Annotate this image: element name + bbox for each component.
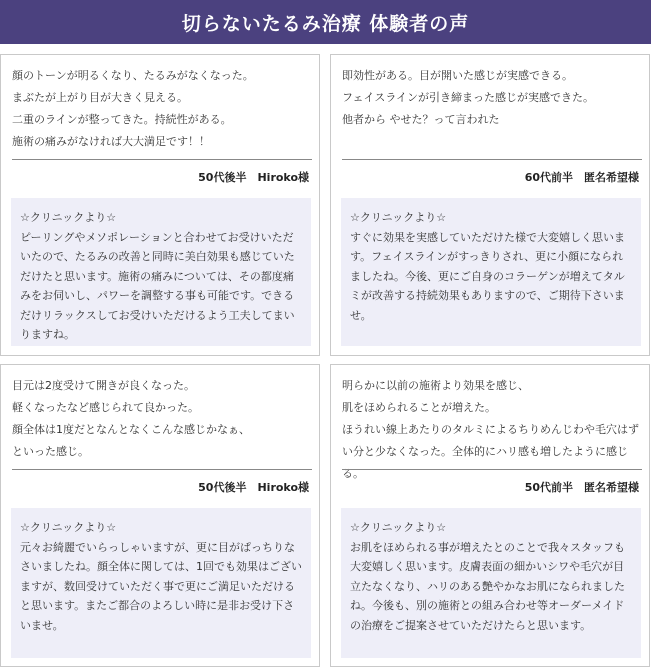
clinic-reply-box bbox=[341, 198, 641, 346]
testimonial-line: 施術の痛みがなければ大大満足です！！ bbox=[12, 135, 210, 148]
testimonial-line: 軽くなったなど感じられて良かった。 bbox=[12, 401, 199, 414]
clinic-reply-text: すぐに効果を実感していただけた様で大変嬉しく思います。フェイスラインがすっきりされ、更に小顔になられましたね。今後、更にご自身のコラーゲンが増えてタルミが改善する持続効果もありますので、ご期待下さいませ。 bbox=[350, 230, 625, 322]
testimonial-author: 60代前半 匿名希望様 bbox=[524, 171, 639, 184]
testimonial-author: 50代後半 Hiroko様 bbox=[198, 171, 309, 184]
clinic-reply-title: ☆クリニックより☆ bbox=[350, 211, 447, 224]
testimonial-line: 顔のトーンが明るくなり、たるみがなくなった。 bbox=[12, 69, 254, 82]
page-header bbox=[0, 0, 651, 44]
divider bbox=[342, 469, 642, 470]
testimonial-card bbox=[330, 364, 650, 667]
testimonial-line: フェイスラインが引き締まった感じが実感できた。 bbox=[342, 91, 595, 104]
testimonial-text bbox=[12, 65, 312, 153]
clinic-reply-box bbox=[341, 508, 641, 658]
testimonial-line: 即効性がある。目が開いた感じが実感できる。 bbox=[342, 69, 573, 82]
testimonial-line: 二重のラインが整ってきた。持続性がある。 bbox=[12, 113, 232, 126]
page-title: 切らないたるみ治療 体験者の声 bbox=[181, 12, 470, 35]
testimonial-line: 目元は2度受けて開きが良くなった。 bbox=[12, 379, 195, 392]
testimonial-author: 50代前半 匿名希望様 bbox=[524, 481, 639, 494]
clinic-reply-title: ☆クリニックより☆ bbox=[20, 211, 117, 224]
testimonial-line: 他者から やせた？って言われた bbox=[342, 113, 500, 126]
testimonial-line: といった感じ。 bbox=[12, 445, 89, 458]
clinic-reply-text: お肌をほめられる事が増えたとのことで我々スタッフも大変嬉しく思います。皮膚表面の細かいシワや毛穴が目立たなくなり、ハリのある艶やかなお肌になられましたね。今後も、別の施術との組み合わせ等オーダーメイドの治療をご提案させていただけたらと思います。 bbox=[350, 540, 625, 632]
clinic-reply-box bbox=[11, 198, 311, 346]
testimonial-line: 明らかに以前の施術より効果を感じ、 bbox=[342, 379, 529, 392]
clinic-reply-title: ☆クリニックより☆ bbox=[350, 521, 447, 534]
divider bbox=[342, 159, 642, 160]
divider bbox=[12, 469, 312, 470]
clinic-reply-box bbox=[11, 508, 311, 658]
clinic-reply-text: ピーリングやメソポレーションと合わせてお受けいただいたので、たるみの改善と同時に美白効果も感じていただけたと思います。施術の痛みについては、その都度痛みをお伺いし、パワーを調整する事も可能です。できるだけリラックスしてお受けいただけるよう工夫してまいりますね。 bbox=[20, 230, 295, 341]
testimonial-author: 50代後半 Hiroko様 bbox=[198, 481, 309, 494]
testimonial-line: 肌をほめられることが増えた。 bbox=[342, 401, 496, 414]
divider bbox=[12, 159, 312, 160]
testimonial-text bbox=[342, 65, 642, 131]
testimonial-text bbox=[12, 375, 312, 463]
testimonial-card bbox=[0, 54, 320, 356]
testimonial-line: まぶたが上がり目が大きく見える。 bbox=[12, 91, 188, 104]
testimonial-card bbox=[0, 364, 320, 667]
clinic-reply-text: 元々お綺麗でいらっしゃいますが、更に目がぱっちりなさいましたね。顔全体に関しては、1回でも効果はございますが、数回受けていただく事で更にご満足いただけると思います。またご都合のよろしい時に是非お受け下さいませ。 bbox=[20, 540, 302, 632]
clinic-reply-title: ☆クリニックより☆ bbox=[20, 521, 117, 534]
testimonial-line: 顔全体は1度だとなんとなくこんな感じかなぁ、 bbox=[12, 423, 250, 436]
testimonial-line: ほうれい線上あたりのタルミによるちりめんじわや毛穴はずい分と少なくなった。全体的にハリ感も増したように感じる。 bbox=[342, 423, 639, 480]
testimonial-card bbox=[330, 54, 650, 356]
